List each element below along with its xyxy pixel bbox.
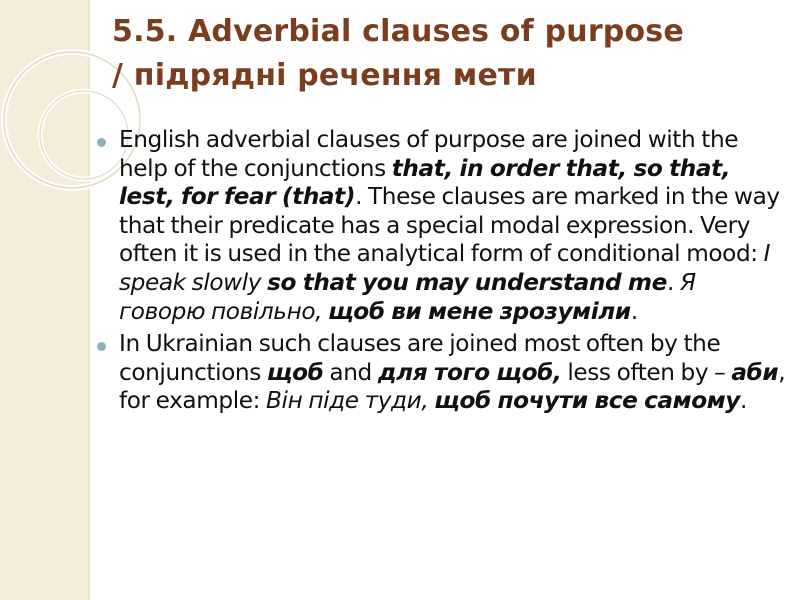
text: and xyxy=(323,358,378,386)
text: In Ukrainian such clauses are joined most often by the conjunctions xyxy=(119,330,721,386)
bullet-list xyxy=(96,126,786,420)
text: . xyxy=(666,268,680,296)
example-ukrainian-start: Він піде туди, xyxy=(266,387,435,415)
example-ukrainian-bold: щоб ви мене зрозуміли xyxy=(328,297,631,325)
conjunctions-english: that, in order that, so that, lest, for fear (that) xyxy=(119,154,731,211)
title-line-2: / підрядні речення мети xyxy=(112,58,537,93)
text: . xyxy=(630,297,638,325)
conjunction-shchob: щоб xyxy=(266,358,324,386)
text: , for example: xyxy=(119,358,786,415)
bullet-item-ukrainian xyxy=(96,330,786,416)
slide-title xyxy=(112,10,782,98)
text: less often by – xyxy=(561,358,732,386)
example-english-bold: so that you may understand me xyxy=(267,268,667,296)
bullet-item-english xyxy=(96,126,786,326)
text: English adverbial clauses of purpose are joined with the help of the conjunctions xyxy=(119,126,739,182)
bullet-dot-icon xyxy=(97,342,106,351)
title-line-1: 5.5. Adverbial clauses of purpose xyxy=(112,14,684,49)
text: . xyxy=(740,387,747,415)
text: . These clauses are marked in the way that their predicate has a special modal expression. Very often it is used in the analytical form of conditional mood: xyxy=(119,183,780,268)
example-ukrainian-bold: щоб почути все самому xyxy=(434,387,741,415)
conjunction-aby: аби xyxy=(731,358,779,386)
example-ukrainian-start: Я говорю повільно, xyxy=(119,268,696,325)
bullet-dot-icon xyxy=(97,138,106,147)
example-english-start: I speak slowly xyxy=(119,240,771,296)
conjunction-dlia-toho-shchob: для того щоб, xyxy=(377,358,562,386)
